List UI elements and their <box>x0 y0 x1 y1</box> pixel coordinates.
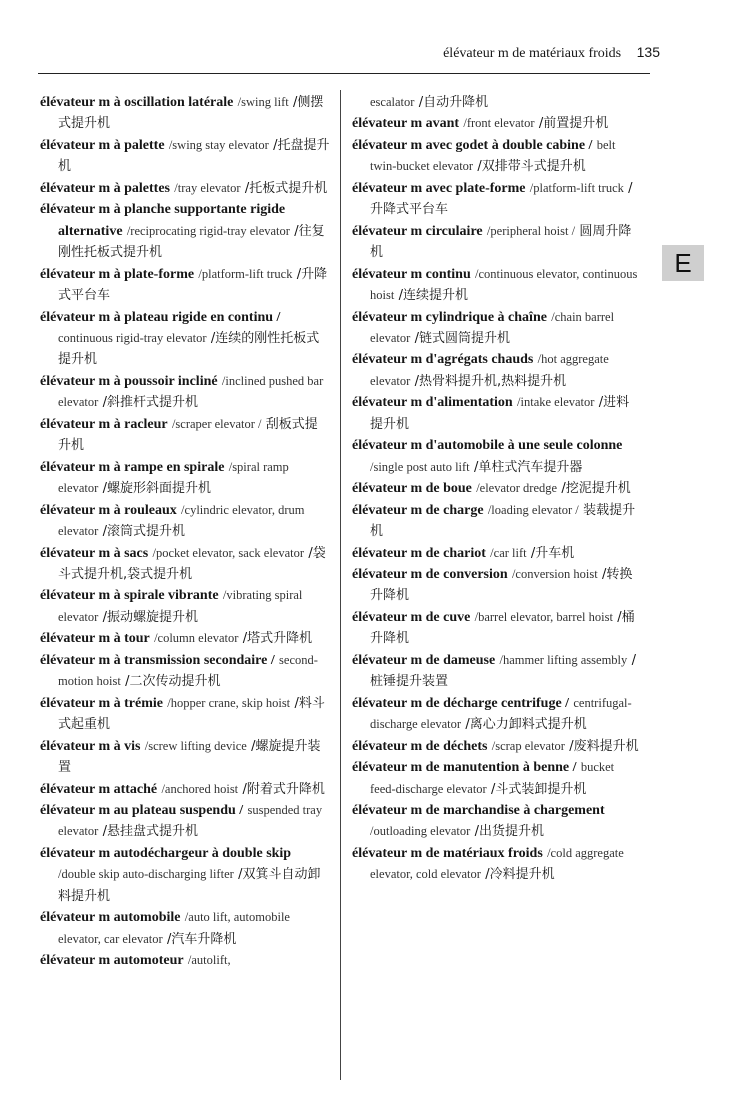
headword: élévateur m à palette <box>40 137 165 153</box>
dictionary-entry <box>40 264 330 307</box>
chinese-gloss: /斜推杆式提升机 <box>102 395 198 411</box>
header-rule <box>38 73 650 74</box>
headword: élévateur m automoteur <box>40 953 184 969</box>
chinese-gloss: /汽车升降机 <box>166 931 237 947</box>
chinese-gloss: /升降式平台车 <box>58 266 328 304</box>
chinese-gloss: /托盘提升机 <box>58 137 330 175</box>
headword: élévateur m avant <box>352 116 460 132</box>
dictionary-entry <box>40 500 330 543</box>
english-gloss: /scrap elevator <box>491 738 565 753</box>
headword: élévateur m au plateau suspendu / <box>40 802 244 818</box>
english-gloss: second-motion hoist <box>58 652 318 689</box>
english-gloss: /outloading elevator <box>370 824 471 839</box>
dictionary-entry <box>40 950 330 971</box>
english-gloss: /cylindric elevator, drum elevator <box>58 502 305 539</box>
english-gloss: bucket feed-discharge elevator <box>370 760 615 796</box>
chinese-gloss: /滚筒式提升机 <box>102 524 185 540</box>
headword: élévateur m de dameuse <box>352 652 496 668</box>
dictionary-entry <box>40 585 330 628</box>
headword: élévateur m cylindrique à chaîne <box>352 309 547 325</box>
right-column <box>352 92 642 886</box>
headword: élévateur m automobile <box>40 910 181 926</box>
headword: élévateur m à trémie <box>40 695 163 711</box>
english-gloss: centrifugal-discharge elevator <box>370 695 632 732</box>
dictionary-entry <box>40 178 330 199</box>
english-gloss: /autolift, <box>187 953 231 968</box>
running-header <box>0 44 660 62</box>
headword: élévateur m continu <box>352 266 471 282</box>
headword: élévateur m avec godet à double cabine / <box>352 137 593 153</box>
english-gloss: /platform-lift truck <box>529 180 624 195</box>
english-gloss: /intake elevator <box>517 395 595 410</box>
dictionary-entry <box>352 757 642 800</box>
english-gloss: escalator <box>370 95 415 109</box>
english-gloss: /car lift <box>490 545 527 560</box>
chinese-gloss: /往复刚性托板式提升机 <box>58 223 325 261</box>
english-gloss: belt twin-bucket elevator <box>370 137 616 174</box>
chinese-gloss: /升车机 <box>530 545 575 561</box>
chinese-gloss: /桩锤提升装置 <box>370 652 636 690</box>
english-gloss: /inclined pushed bar elevator <box>58 373 324 410</box>
chinese-gloss: /前置提升机 <box>538 116 609 132</box>
dictionary-entry <box>352 92 642 113</box>
dictionary-entry <box>40 307 330 371</box>
chinese-gloss: /悬挂盘式提升机 <box>102 824 198 840</box>
english-gloss: /anchored hoist <box>161 781 239 796</box>
headword: élévateur m d'alimentation <box>352 395 513 411</box>
english-gloss: /swing stay elevator <box>168 137 269 152</box>
english-gloss: /swing lift <box>237 95 289 109</box>
headword: élévateur m circulaire <box>352 223 483 239</box>
dictionary-entry <box>352 543 642 564</box>
dictionary-entry <box>40 800 330 843</box>
english-gloss: /elevator dredge <box>476 481 558 496</box>
dictionary-entry <box>352 564 642 607</box>
chinese-gloss: /附着式升降机 <box>242 781 325 797</box>
chinese-gloss: 圆周升降机 <box>370 223 632 261</box>
page-number: 135 <box>636 44 660 60</box>
chinese-gloss: 刮板式提升机 <box>58 416 318 454</box>
chinese-gloss: /桶升降机 <box>370 609 635 647</box>
chinese-gloss: /出货提升机 <box>474 824 545 840</box>
dictionary-entry <box>40 736 330 779</box>
dictionary-entry <box>40 199 330 263</box>
chinese-gloss: /连续的刚性托板式提升机 <box>58 330 320 368</box>
dictionary-entry <box>40 693 330 736</box>
headword: élévateur m à oscillation latérale <box>40 95 234 110</box>
headword: élévateur m à transmission secondaire / <box>40 652 275 668</box>
english-gloss: /column elevator <box>154 631 239 646</box>
english-gloss: /hot aggregate elevator <box>370 352 609 388</box>
chinese-gloss: /单柱式汽车提升器 <box>473 459 583 475</box>
english-gloss: /scraper elevator / <box>171 416 262 431</box>
dictionary-entry <box>352 800 642 843</box>
headword: élévateur m à rouleaux <box>40 502 177 518</box>
dictionary-entry <box>352 607 642 650</box>
chinese-gloss: /斗式装卸提升机 <box>491 781 587 797</box>
headword: élévateur m de boue <box>352 481 472 497</box>
english-gloss: /peripheral hoist / <box>486 223 576 238</box>
headword: élévateur m attaché <box>40 781 158 797</box>
dictionary-entry <box>40 92 330 135</box>
headword: élévateur m de chariot <box>352 545 486 561</box>
dictionary-entry <box>40 543 330 586</box>
chinese-gloss: /连续提升机 <box>398 288 468 304</box>
english-gloss: /screw lifting device <box>144 738 247 753</box>
headword: élévateur m de décharge centrifuge / <box>352 695 570 711</box>
headword: élévateur m à tour <box>40 631 150 647</box>
chinese-gloss: 装载提升机 <box>370 502 636 540</box>
headword: élévateur m d'automobile à une seule colonne <box>352 438 623 454</box>
chinese-gloss: /侧摆式提升机 <box>58 95 324 132</box>
dictionary-entry <box>352 500 642 543</box>
column-divider <box>340 90 341 1080</box>
english-gloss: /conversion hoist <box>511 566 598 581</box>
headword: élévateur m à planche supportante rigide alternative <box>40 202 286 239</box>
dictionary-entry <box>352 221 642 264</box>
english-gloss: suspended tray elevator <box>58 802 323 839</box>
dictionary-entry <box>352 392 642 435</box>
english-gloss: /reciprocating rigid-tray elevator <box>126 223 290 238</box>
dictionary-entry <box>40 650 330 693</box>
english-gloss: /platform-lift truck <box>198 266 293 281</box>
english-gloss: /continuous elevator, continuous hoist <box>370 266 638 303</box>
english-gloss: /cold aggregate elevator, cold elevator <box>370 845 624 882</box>
chinese-gloss: /挖泥提升机 <box>561 481 631 497</box>
chinese-gloss: /废料提升机 <box>569 738 639 754</box>
chinese-gloss: /双箕斗自动卸料提升机 <box>58 867 321 904</box>
english-gloss: /hammer lifting assembly <box>499 652 628 667</box>
headword: élévateur m à vis <box>40 738 141 754</box>
headword: élévateur m à plateau rigide en continu / <box>40 309 281 325</box>
chinese-gloss: /料斗式起重机 <box>58 695 325 733</box>
dictionary-entry <box>352 307 642 350</box>
chinese-gloss: /转换升降机 <box>370 566 633 604</box>
chinese-gloss: /托板式提升机 <box>244 180 328 196</box>
dictionary-entry <box>352 736 642 757</box>
chinese-gloss: /冷料提升机 <box>485 867 555 883</box>
headword: élévateur m de conversion <box>352 566 508 582</box>
headword: élévateur m de charge <box>352 502 484 518</box>
dictionary-entry <box>352 264 642 307</box>
english-gloss: /spiral ramp elevator <box>58 459 289 496</box>
english-gloss: /loading elevator / <box>487 502 579 517</box>
dictionary-entry <box>352 478 642 499</box>
chinese-gloss: /自动升降机 <box>418 95 489 110</box>
english-gloss: /vibrating spiral elevator <box>58 588 303 624</box>
headword: élévateur m d'agrégats chauds <box>352 352 534 368</box>
english-gloss: /single post auto lift <box>370 459 470 474</box>
chinese-gloss: /振动螺旋提升机 <box>102 609 198 625</box>
chinese-gloss: /二次传动提升机 <box>125 674 221 690</box>
dictionary-entry <box>40 457 330 500</box>
english-gloss: /double skip auto-discharging lifter <box>58 867 234 882</box>
dictionary-entry <box>352 113 642 134</box>
letter-tab: E <box>662 245 704 281</box>
header-title: élévateur m de matériaux froids <box>443 46 622 61</box>
headword: élévateur m à poussoir incliné <box>40 373 218 389</box>
dictionary-entry <box>40 135 330 178</box>
left-column <box>40 92 330 972</box>
english-gloss: /barrel elevator, barrel hoist <box>474 609 613 624</box>
dictionary-entry <box>352 135 642 178</box>
dictionary-entry <box>352 178 642 221</box>
headword: élévateur m à rampe en spirale <box>40 459 225 475</box>
english-gloss: /chain barrel elevator <box>370 309 615 345</box>
headword: élévateur m à sacs <box>40 545 149 561</box>
headword: élévateur m à spirale vibrante <box>40 588 219 604</box>
chinese-gloss: /升降式平台车 <box>370 180 633 218</box>
headword: élévateur m avec plate-forme <box>352 180 526 196</box>
chinese-gloss: /进料提升机 <box>370 395 630 432</box>
dictionary-entry <box>40 907 330 950</box>
chinese-gloss: /螺旋提升装置 <box>58 738 321 776</box>
english-gloss: /pocket elevator, sack elevator <box>152 545 305 560</box>
chinese-gloss: /螺旋形斜面提升机 <box>102 481 211 497</box>
headword: élévateur m à palettes <box>40 180 170 196</box>
headword: élévateur m de matériaux froids <box>352 845 543 861</box>
chinese-gloss: /双排带斗式提升机 <box>477 159 586 175</box>
headword: élévateur m à racleur <box>40 416 168 432</box>
chinese-gloss: /链式圆筒提升机 <box>414 330 510 346</box>
dictionary-entry <box>352 843 642 886</box>
dictionary-entry <box>40 371 330 414</box>
chinese-gloss: /塔式升降机 <box>242 631 313 647</box>
chinese-gloss: /热骨料提升机,热料提升机 <box>414 373 567 389</box>
dictionary-entry <box>40 779 330 800</box>
english-gloss: /front elevator <box>463 116 535 131</box>
dictionary-entry <box>40 414 330 457</box>
english-gloss: /auto lift, automobile elevator, car elevator <box>58 910 290 946</box>
headword: élévateur m de cuve <box>352 609 471 625</box>
dictionary-entry <box>352 349 642 392</box>
english-gloss: /tray elevator <box>174 180 241 195</box>
english-gloss: /hopper crane, skip hoist <box>167 695 291 710</box>
dictionary-entry <box>40 628 330 649</box>
headword: élévateur m à plate-forme <box>40 266 195 282</box>
chinese-gloss: /离心力卸料式提升机 <box>465 717 587 733</box>
english-gloss: continuous rigid-tray elevator <box>58 330 207 345</box>
headword: élévateur m de marchandise à chargement <box>352 802 605 818</box>
dictionary-entry <box>352 693 642 736</box>
headword: élévateur m autodéchargeur à double skip <box>40 845 292 861</box>
headword: élévateur m de déchets <box>352 738 488 754</box>
headword: élévateur m de manutention à benne / <box>352 760 577 776</box>
dictionary-entry <box>352 650 642 693</box>
chinese-gloss: /袋斗式提升机,袋式提升机 <box>58 545 326 582</box>
dictionary-entry <box>40 843 330 907</box>
dictionary-entry <box>352 435 642 478</box>
